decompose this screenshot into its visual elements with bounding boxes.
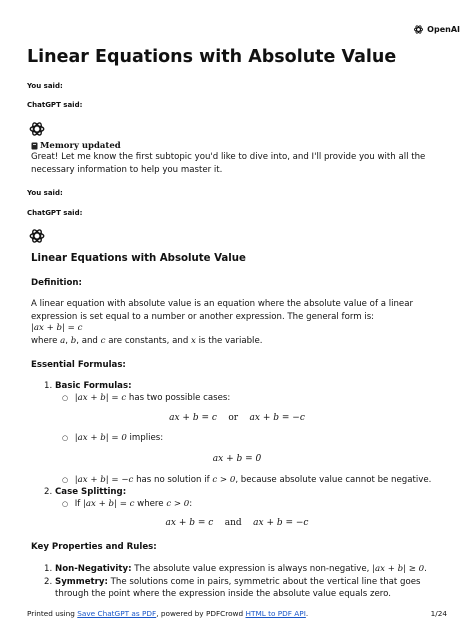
display-equation-cases [0, 413, 474, 423]
property-symmetry [44, 576, 444, 600]
var-b: b [70, 336, 77, 346]
bullet-circle-icon: ○ [62, 500, 69, 508]
chatgpt-avatar-icon [28, 227, 46, 245]
footer-powered-by: , powered by PDFCrowd [156, 609, 244, 618]
comma: , [65, 336, 68, 346]
condition: c > 0 [212, 475, 236, 485]
property-title: Non-Negativity: [55, 564, 132, 574]
property-body [55, 576, 444, 600]
memory-icon [31, 142, 38, 150]
if-word: If [74, 499, 81, 509]
bullet-two-cases [62, 393, 230, 403]
bullet-no-solution [62, 475, 431, 485]
bullet-text: has no solution if [136, 475, 210, 485]
property-text: The absolute value expression is always non-negative, [134, 564, 370, 574]
display-equation-split [0, 518, 474, 528]
memory-updated-text: Memory updated [40, 141, 121, 151]
bullet-zero-case [62, 433, 163, 443]
property-title: Symmetry: [55, 577, 108, 587]
definition-text: A linear equation with absolute value is an equation where the absolute value of a linear expression is set equal to a number or another expression. The general form is: [31, 299, 414, 322]
is-variable: is the variable. [198, 336, 263, 346]
footer-printed-using: Printed using [27, 609, 75, 618]
chatgpt-said-label-2: ChatGPT said: [27, 209, 83, 217]
chatgpt-reply-1: Great! Let me know the first subtopic you'd like to dive into, and I'll provide you with all the necessary information to help you master it. [31, 152, 426, 175]
equation: ax + b = 0 [212, 454, 262, 464]
where-prefix: where [31, 336, 58, 346]
page-number: 1/24 [430, 609, 447, 618]
list-number: 1. [44, 564, 53, 574]
page-title: Linear Equations with Absolute Value [27, 47, 397, 67]
openai-logo-icon [413, 24, 424, 35]
var-a: a [60, 336, 66, 346]
comma-and: , and [76, 336, 98, 346]
item-title: Case Splitting: [55, 487, 127, 497]
formula: |ax + b| = c [74, 393, 127, 403]
property-non-negativity [44, 564, 427, 574]
brand-name: OpenAI [427, 25, 460, 34]
essential-formulas-heading: Essential Formulas: [31, 360, 126, 370]
list-item-case-splitting [44, 487, 126, 497]
equation-and: and [224, 518, 242, 528]
equation-or: or [228, 413, 239, 423]
key-properties-heading: Key Properties and Rules: [31, 542, 157, 552]
general-form-formula: |ax + b| = c [31, 323, 83, 333]
html-to-pdf-api-link[interactable]: HTML to PDF API [245, 609, 306, 618]
colon: : [189, 499, 193, 509]
chatgpt-avatar-icon [28, 120, 46, 138]
item-title: Basic Formulas: [55, 381, 132, 391]
list-number: 2. [44, 487, 53, 497]
list-number: 2. [44, 577, 53, 587]
chatgpt-said-label-1: ChatGPT said: [27, 101, 83, 109]
footer [27, 609, 308, 618]
formula: |ax + b| = 0 [74, 433, 127, 443]
bullet-circle-icon: ○ [62, 476, 69, 484]
var-c: c [100, 336, 106, 346]
condition: c > 0 [166, 499, 190, 509]
you-said-label-1: You said: [27, 82, 63, 90]
formula: |ax + b| = −c [74, 475, 134, 485]
section-heading: Linear Equations with Absolute Value [31, 253, 246, 264]
openai-brand [413, 24, 460, 35]
formula: |ax + b| ≥ 0 [372, 564, 425, 574]
bullet-text-end: , because absolute value cannot be negative. [235, 475, 432, 485]
list-number: 1. [44, 381, 53, 391]
period: . [424, 564, 427, 574]
equation-right: ax + b = −c [253, 518, 309, 528]
definition-heading: Definition: [31, 278, 82, 288]
bullet-if-case [62, 499, 192, 509]
save-chatgpt-pdf-link[interactable]: Save ChatGPT as PDF [77, 609, 157, 618]
equation-left: ax + b = c [165, 518, 214, 528]
memory-updated-indicator [31, 141, 121, 151]
equation-right: ax + b = −c [249, 413, 305, 423]
property-text: The solutions come in pairs, symmetric about the vertical line that goes through the point where the expression inside the absolute value equals zero. [55, 577, 421, 599]
bullet-text: implies: [129, 433, 164, 443]
display-equation-zero [0, 454, 474, 464]
you-said-label-2: You said: [27, 189, 63, 197]
equation-left: ax + b = c [169, 413, 217, 423]
where-line [31, 336, 262, 346]
bullet-text: has two possible cases: [128, 393, 231, 403]
var-x: x [191, 336, 196, 346]
footer-period: . [305, 609, 309, 618]
bullet-circle-icon: ○ [62, 394, 69, 402]
list-item-basic-formulas [44, 381, 132, 391]
formula: |ax + b| = c [83, 499, 135, 509]
are-constants: are constants, and [108, 336, 189, 346]
bullet-circle-icon: ○ [62, 434, 69, 442]
where-word: where [137, 499, 164, 509]
